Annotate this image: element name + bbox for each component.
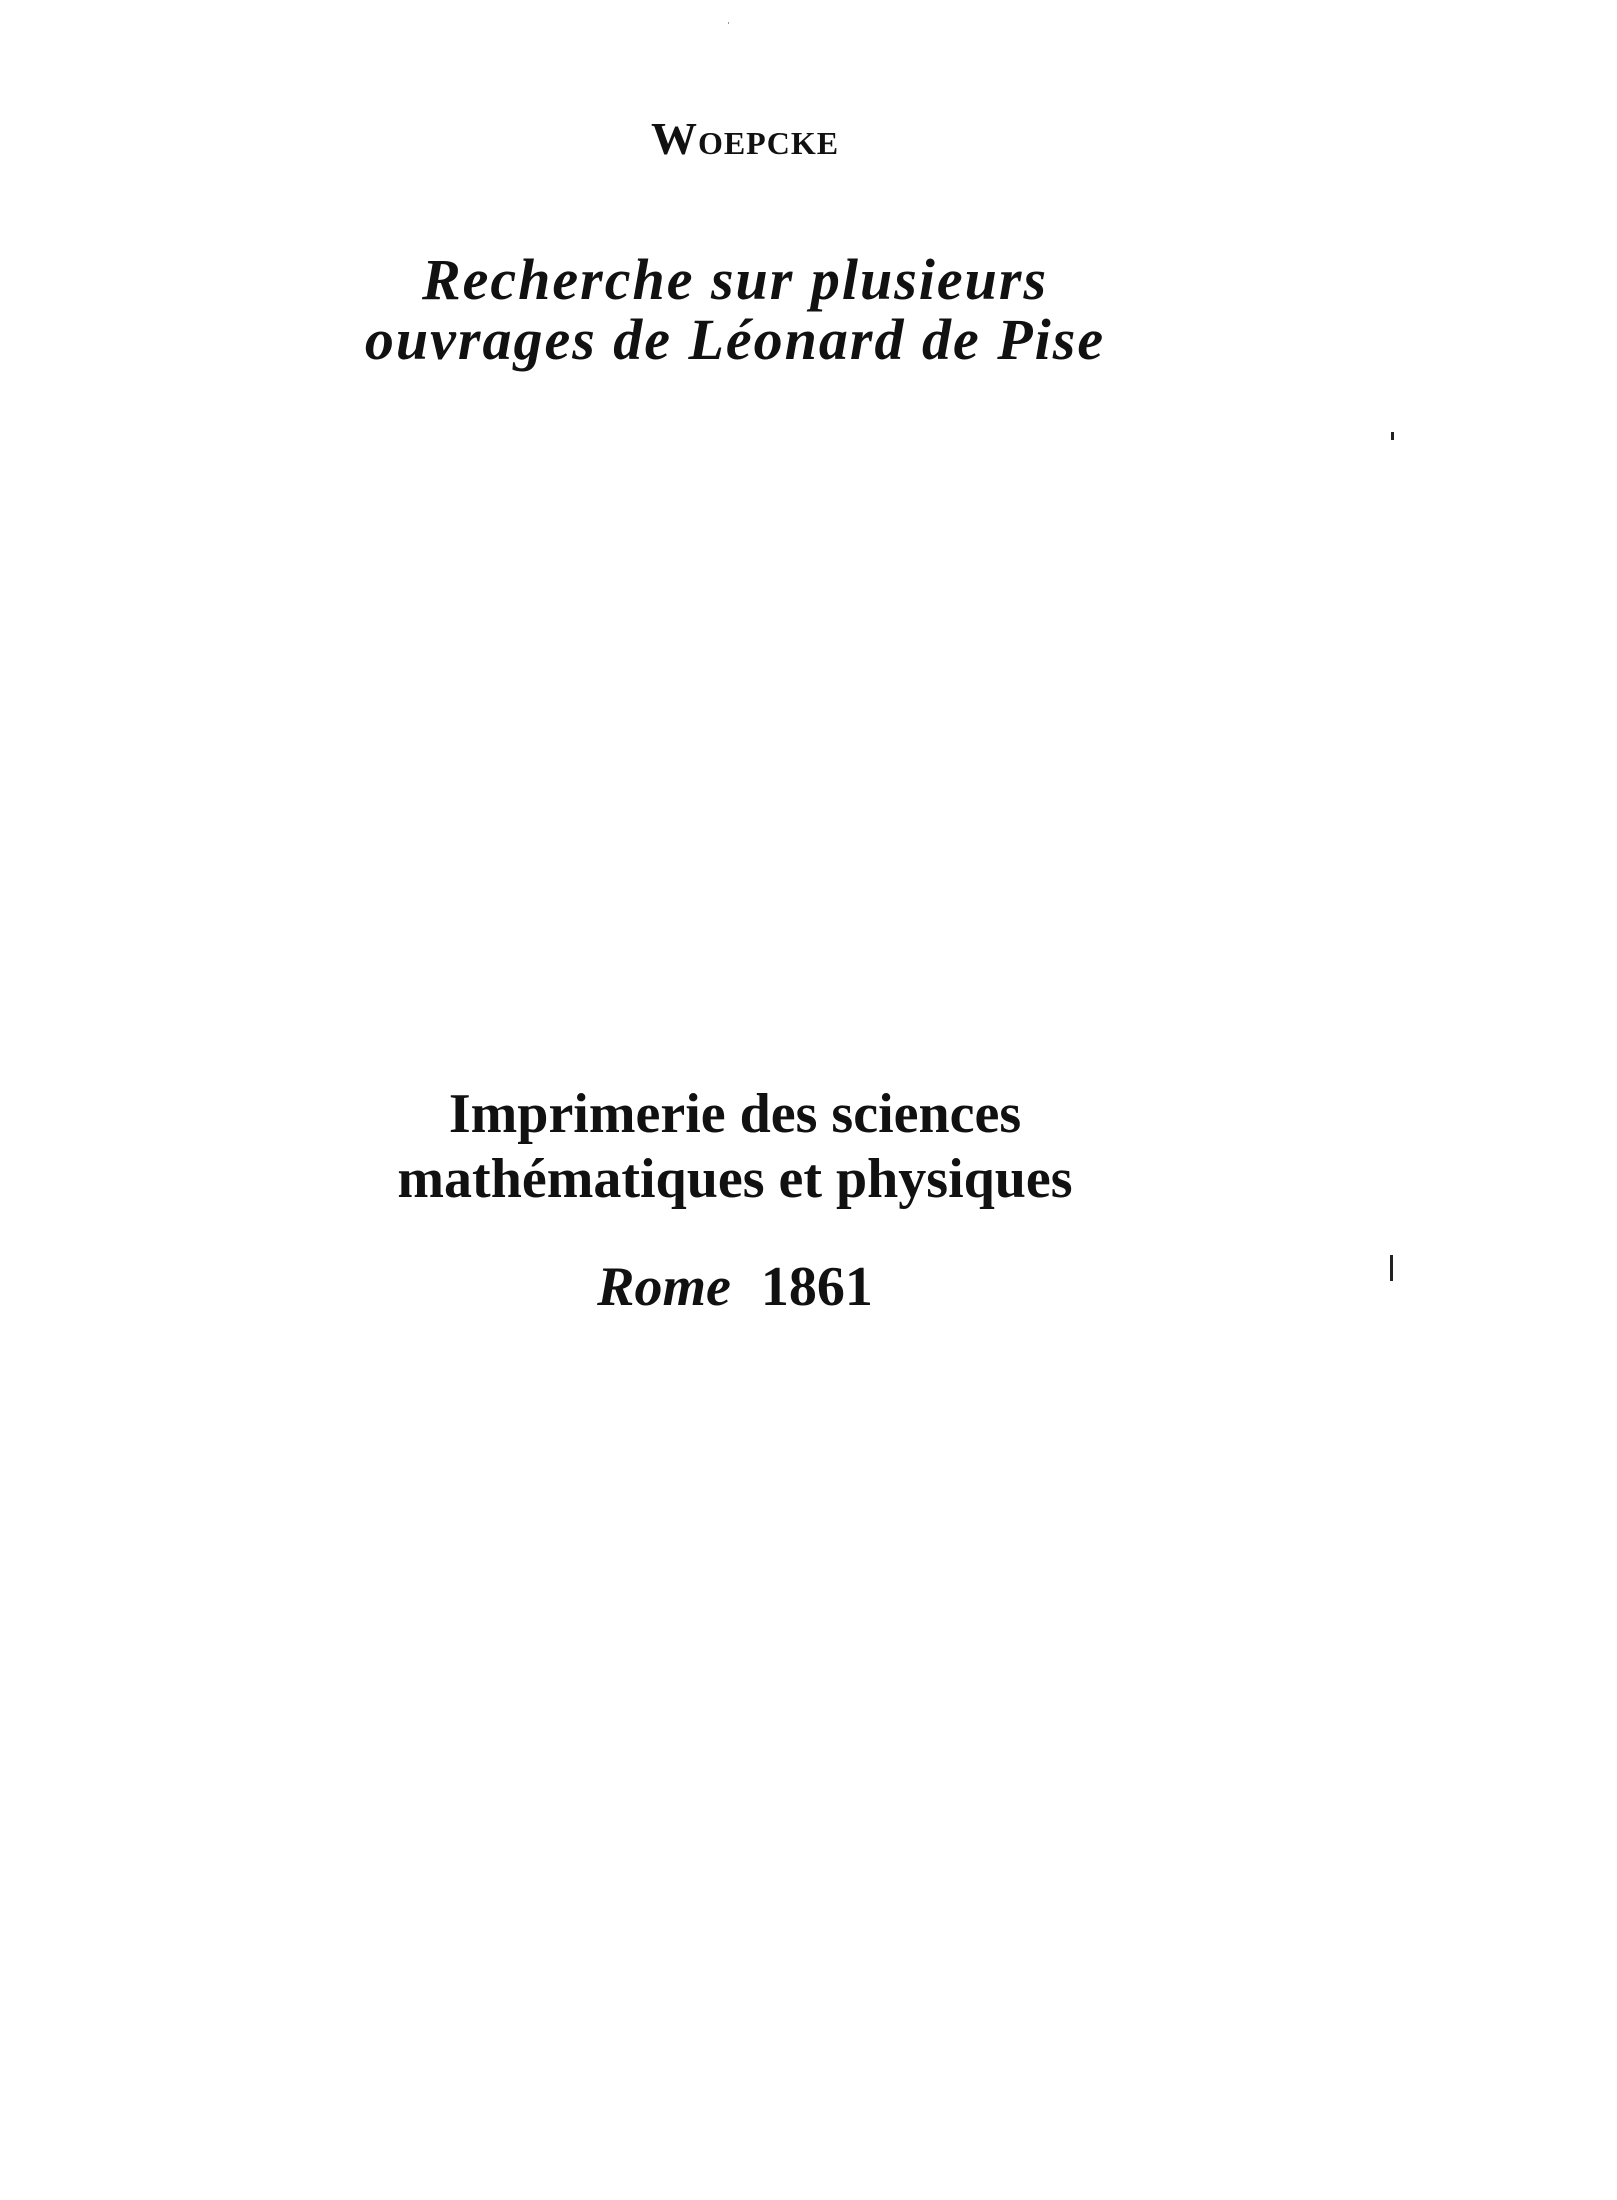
book-title bbox=[0, 247, 1470, 372]
imprint-year: 1861 bbox=[760, 1256, 873, 1318]
book-title-line-2: ouvrages de Léonard de Pise bbox=[364, 306, 1106, 372]
book-title-line-1: Recherche sur plusieurs bbox=[421, 247, 1049, 312]
scan-speck bbox=[1391, 432, 1394, 440]
publisher-line-1: Imprimerie des sciences bbox=[448, 1083, 1022, 1145]
imprint bbox=[0, 1255, 1470, 1319]
publisher bbox=[0, 1082, 1470, 1212]
author-name: Woepcke bbox=[650, 113, 840, 164]
scan-speck bbox=[728, 22, 729, 24]
imprint-place: Rome bbox=[597, 1256, 731, 1318]
scan-speck bbox=[1390, 1255, 1393, 1281]
publisher-line-2: mathématiques et physiques bbox=[397, 1147, 1073, 1210]
